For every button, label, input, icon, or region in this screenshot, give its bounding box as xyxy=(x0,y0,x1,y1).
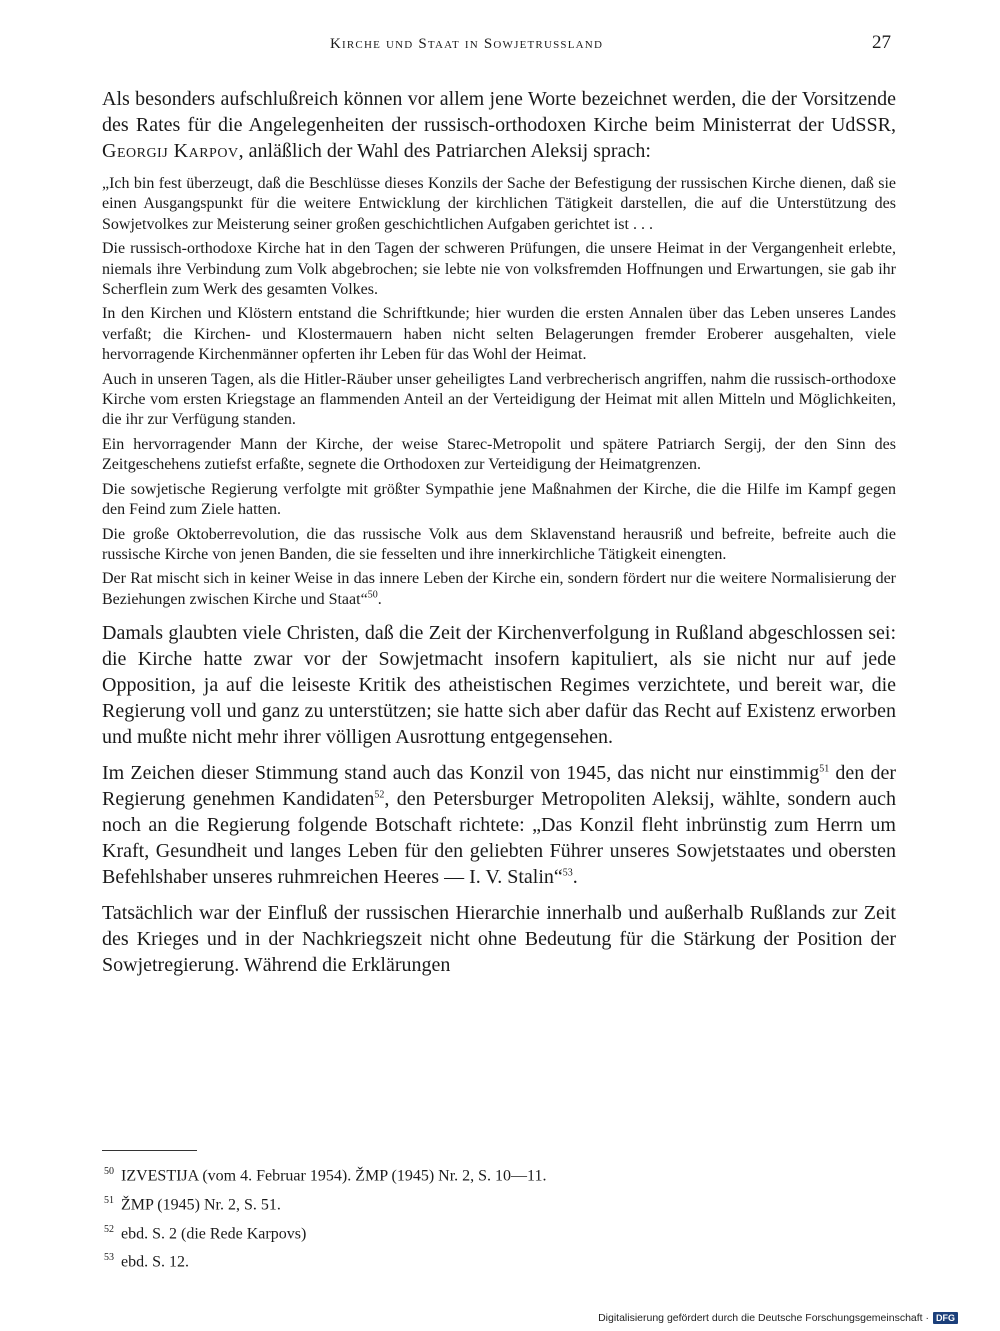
footnote xyxy=(104,1218,894,1247)
quote-paragraph: Die russisch-orthodoxe Kirche hat in den Tagen der schweren Prüfungen, die unsere Heimat in der Vergangenheit erlebte, niemals ihre Verbindung zum Volk abgebrochen; sie lebte nie von volksfremden Hoffnungen und Erwartungen, sie gab ihr Scherflein zum Werk des gesamten Volkes. xyxy=(102,240,896,299)
dfg-logo-icon: DFG xyxy=(933,1312,958,1324)
page-header xyxy=(0,30,1000,60)
quote-paragraph: Auch in unseren Tagen, als die Hitler-Räuber unser geheiligtes Land verbrecherisch angriffen, nahm die russisch-orthodoxe Kirche vom ersten Kriegstage an flammenden Anteil an der Verteidigung der Heimat mit allen Mitteln und Möglichkeiten, die ihr zur Verfügung standen. xyxy=(102,370,896,429)
footnote-number: 53 xyxy=(104,1252,114,1264)
footnote-number: 50 xyxy=(104,1166,114,1177)
credit-text: Digitalisierung gefördert durch die Deutsche Forschungsgemeinschaft · xyxy=(598,1312,929,1324)
paragraph-tatsaechlich: Tatsächlich war der Einfluß der russischen Hierarchie innerhalb und außerhalb Rußlands zur Zeit des Krieges und in der Nachkriegszeit nicht ohne Bedeutung für die Stärkung der Position der Sowjetregierung. Während die Erklärungen xyxy=(102,902,896,977)
quote-paragraph-last xyxy=(102,569,896,610)
footnote-text: IZVESTIJA (vom 4. Februar 1954). ŽMP (1945) Nr. 2, S. 10—11. xyxy=(121,1167,547,1185)
quote-last-text: Der Rat mischt sich in keiner Weise in das innere Leben der Kirche ein, sondern fördert nur die weitere Normalisierung der Beziehungen zwischen Kirche und Staat“ xyxy=(102,570,896,608)
zeichen-text-d: . xyxy=(572,866,578,889)
zeichen-text-c: , den Petersburger Metropoliten Aleksij, wählte, sondern auch noch an die Regierung folgende Botschaft richtete: „Das Konzil fleht inbrünstig zum Herrn um Kraft, Gesundheit und langes Leben für den geliebten Führer unseres Sowjetstaates und obersten Befehlshaber unseres ruhmreichen Heeres — I. V. Stalin“ xyxy=(102,788,896,889)
footnote-divider xyxy=(102,1150,197,1151)
footnote xyxy=(104,1189,894,1218)
digitization-credit xyxy=(598,1312,958,1324)
footnotes xyxy=(104,1160,894,1275)
body-text xyxy=(102,86,896,988)
footnote-text: ebd. S. 12. xyxy=(121,1253,189,1271)
quote-paragraph: Die sowjetische Regierung verfolgte mit größter Sympathie jene Maßnahmen der Kirche, die die Hilfe im Kampf gegen den Feind zum Ziele hatten. xyxy=(102,480,896,519)
zeichen-text-a: Im Zeichen dieser Stimmung stand auch das Konzil von 1945, das nicht nur einstimmig xyxy=(102,762,820,785)
footnote-number: 51 xyxy=(104,1194,114,1206)
footnote-ref: 51 xyxy=(819,763,830,775)
paragraph-intro xyxy=(102,86,896,164)
footnote-ref: 52 xyxy=(374,789,385,801)
page-number: 27 xyxy=(872,32,891,53)
quote-last-end: . xyxy=(377,590,382,608)
footnote xyxy=(104,1246,894,1275)
footnote-number: 52 xyxy=(104,1223,114,1235)
quote-paragraph: „Ich bin fest überzeugt, daß die Beschlüsse dieses Konzils der Sache der Befestigung der russischen Kirche dienen, daß sie einen Ausgangspunkt für die weitere Entwicklung der kirchlichen Tätigkeit darstellen, die auf die Unterstützung des Sowjetvolkes zur Meisterung seiner großen geschichtlichen Aufgaben gerichtet ist . . . xyxy=(102,175,896,233)
zeichen-text-b: den der Regierung genehmen Kandidaten xyxy=(102,762,896,811)
running-title: Kirche und Staat in Sowjetrussland xyxy=(330,36,604,52)
intro-text-a: Als besonders aufschlußreich können vor allem jene Worte bezeichnet werden, die der Vorsitzende des Rates für die Angelegenheiten der russisch-orthodoxen Kirche beim Ministerrat der UdSSR, xyxy=(102,88,896,136)
quote-block xyxy=(102,174,896,610)
author-name: Georgij Karpov xyxy=(102,140,239,162)
quote-paragraph: Die große Oktoberrevolution, die das russische Volk aus dem Sklavenstand herausriß und befreite, befreite auch die russische Kirche von jenen Banden, die sie fesselten und ihre innerkirchliche Tätigkeit einengten. xyxy=(102,525,896,563)
paragraph-zeichen xyxy=(102,760,896,890)
paragraph-damals: Damals glaubten viele Christen, daß die Zeit der Kirchenverfolgung in Rußland abgeschlossen sei: die Kirche hatte zwar vor der Sowjetmacht insofern kapituliert, als sie nicht nur auf jede Opposition, ja auf die leiseste Kritik des atheistischen Regimes verzichtete, und bereit war, die Regierung voll und ganz zu unterstützen; sie hatte sich aber dafür das Recht auf Existenz erworben und mußte nicht mehr ihrer völligen Ausrottung entgegensehen. xyxy=(102,622,896,749)
footnote-text: ebd. S. 2 (die Rede Karpovs) xyxy=(121,1224,307,1242)
footnote-ref: 50 xyxy=(367,589,378,601)
footnote-text: ŽMP (1945) Nr. 2, S. 51. xyxy=(121,1196,281,1214)
intro-text-b: , anläßlich der Wahl des Patriarchen Aleksij sprach: xyxy=(238,140,651,162)
quote-paragraph: Ein hervorragender Mann der Kirche, der weise Starec-Metropolit und spätere Patriarch Sergij, der den Sinn des Zeitgeschehens zutiefst erfaßte, segnete die Orthodoxen zur Verteidigung der Heimatgrenzen. xyxy=(102,435,896,474)
footnote-ref: 53 xyxy=(562,867,573,879)
quote-paragraph: In den Kirchen und Klöstern entstand die Schriftkunde; hier wurden die ersten Annalen über das Leben unseres Landes verfaßt; die Kirchen- und Klostermauern haben nicht selten Belagerungen fremder Eroberer ausgehalten, viele hervorragende Kirchenmänner opferten ihr Leben für das Wohl der Heimat. xyxy=(102,305,896,364)
footnote xyxy=(104,1160,894,1189)
